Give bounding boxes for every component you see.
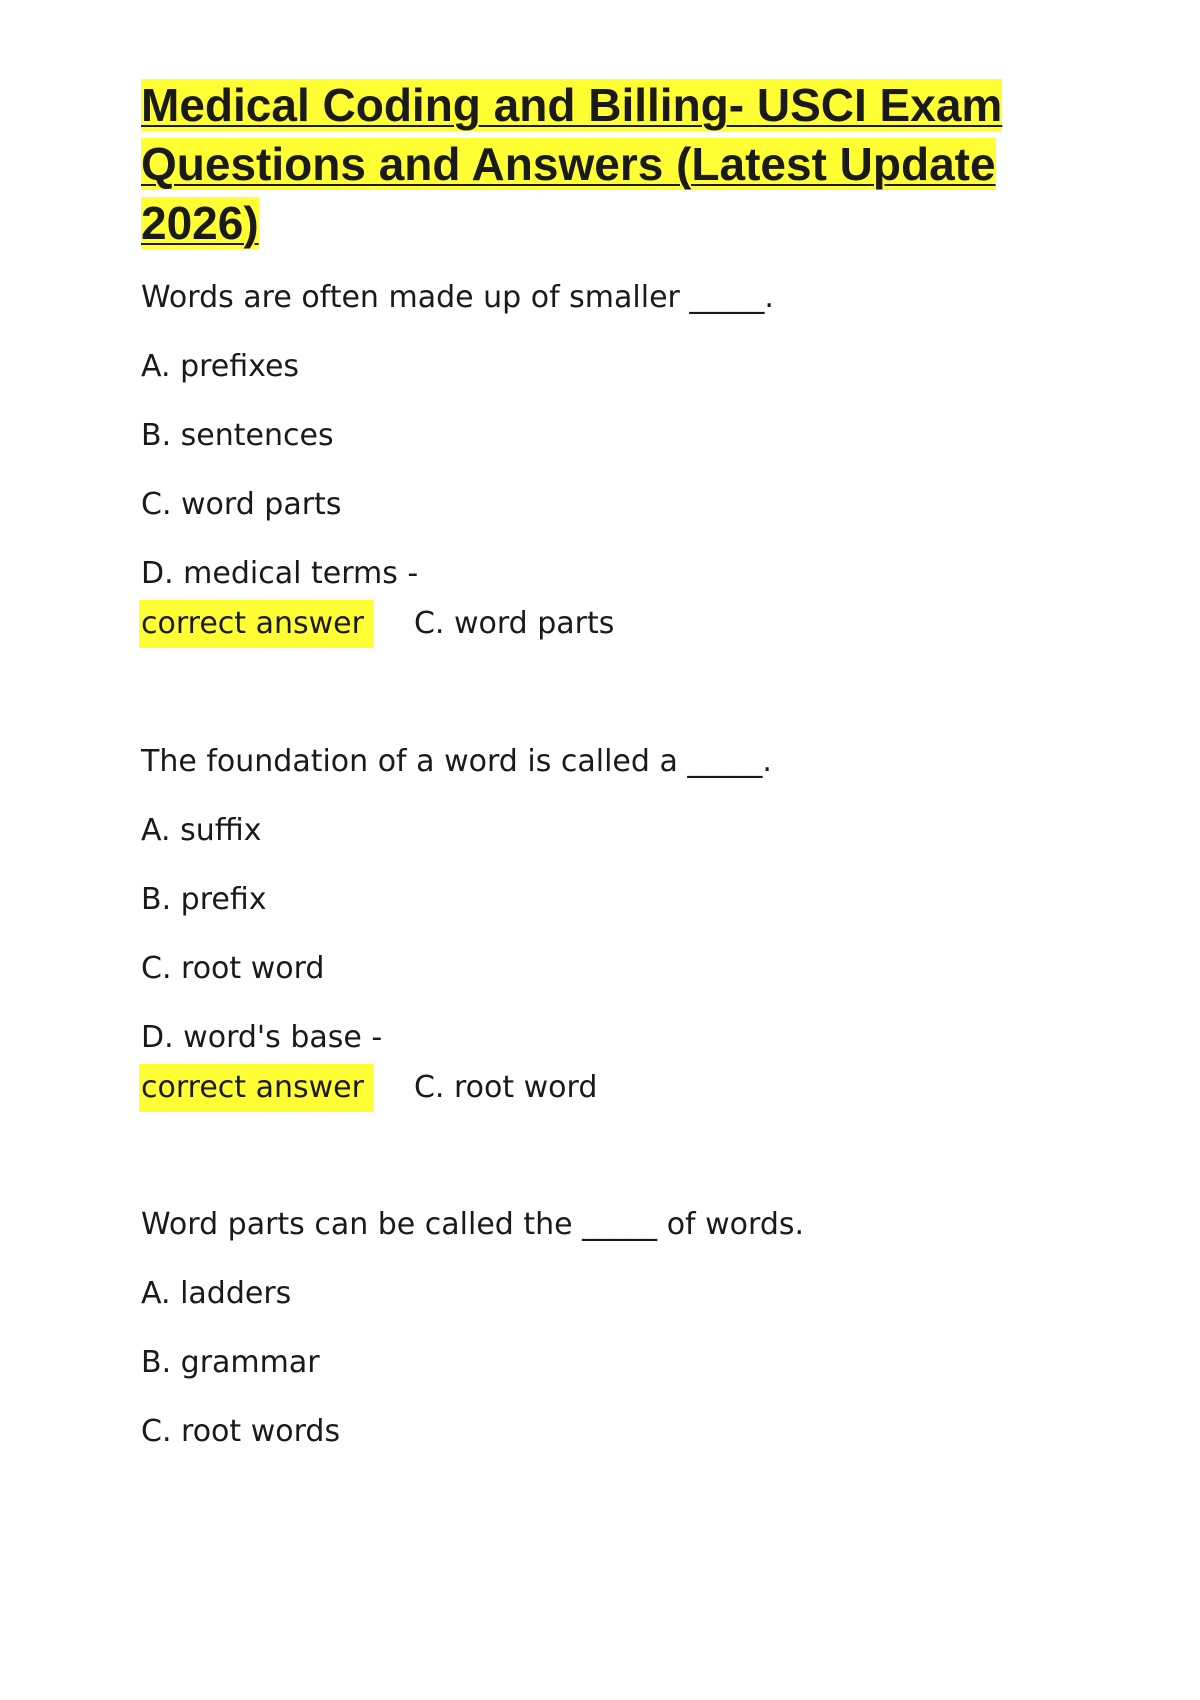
- correct-answer-value: C. word parts: [413, 606, 615, 641]
- correct-answer-label: correct answer: [139, 600, 374, 648]
- title-text: Medical Coding and Billing- USCI Exam Questions and Answers (Latest Update 2026): [141, 79, 1003, 249]
- question-block: [141, 742, 1141, 1112]
- option-b: B. grammar: [141, 1345, 320, 1380]
- option-a: A. prefixes: [141, 349, 300, 384]
- option-c: C. root words: [141, 1414, 341, 1449]
- question-block: [141, 1205, 1141, 1452]
- option-c: C. root word: [141, 951, 325, 986]
- option-c: C. word parts: [141, 487, 342, 522]
- answer-row: [141, 1064, 1141, 1112]
- option-a: A. suffix: [141, 813, 262, 848]
- option-d: D. word's base -: [141, 1020, 383, 1055]
- question-text: The foundation of a word is called a _____.: [141, 744, 772, 779]
- correct-answer-value: C. root word: [413, 1070, 598, 1105]
- question-text: Word parts can be called the _____ of words.: [141, 1207, 805, 1242]
- answer-row: [141, 600, 1141, 648]
- option-d: D. medical terms -: [141, 556, 419, 591]
- correct-answer-label: correct answer: [139, 1064, 374, 1112]
- option-a: A. ladders: [141, 1276, 292, 1311]
- document-title: [141, 76, 1041, 253]
- question-block: [141, 278, 1141, 648]
- option-b: B. sentences: [141, 418, 334, 453]
- option-b: B. prefix: [141, 882, 267, 917]
- question-text: Words are often made up of smaller _____.: [141, 280, 774, 315]
